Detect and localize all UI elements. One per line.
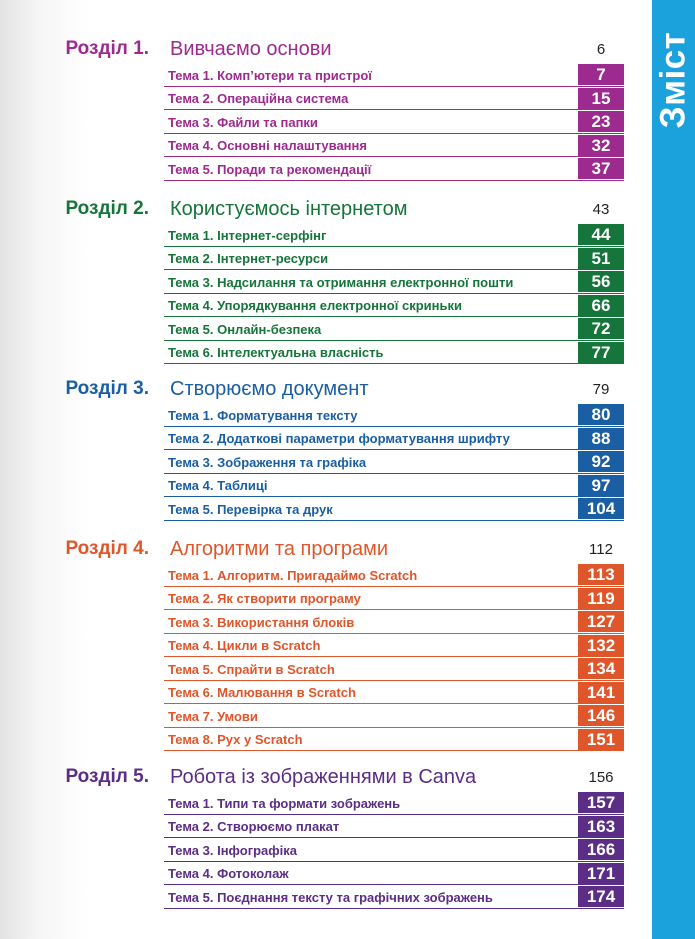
section-title: Створюємо документ <box>170 378 369 400</box>
topic-page-badge: 132 <box>578 635 624 656</box>
topic-title: Тема 2. Інтернет-ресурси <box>168 251 329 266</box>
topic-page-badge: 171 <box>578 863 624 884</box>
topic-page-badge: 104 <box>578 498 624 519</box>
section-number: Розділ 4. <box>65 538 149 559</box>
topic-title: Тема 4. Цикли в Scratch <box>168 638 321 653</box>
topic-title: Тема 7. Умови <box>168 708 258 724</box>
topic-row[interactable] <box>164 497 624 521</box>
topic-page-badge: 151 <box>578 729 624 750</box>
topic-title: Тема 4. Фотоколаж <box>168 866 289 881</box>
topic-row[interactable] <box>164 791 624 815</box>
section-number: Розділ 3. <box>65 378 149 399</box>
topic-page-badge: 97 <box>578 475 624 496</box>
topic-title: Тема 5. Поради та рекомендації <box>168 161 372 177</box>
topic-row[interactable] <box>164 728 624 752</box>
topic-row[interactable] <box>164 134 624 158</box>
topic-page-badge: 92 <box>578 451 624 472</box>
section-heading[interactable] <box>0 36 640 64</box>
section-page-number: 156 <box>588 769 614 786</box>
topic-row[interactable] <box>164 87 624 111</box>
topic-page-badge: 166 <box>578 839 624 860</box>
section-title: Робота із зображеннями в Canva <box>170 766 477 788</box>
topic-title: Тема 8. Рух у Scratch <box>168 732 303 747</box>
section-title: Вивчаємо основи <box>170 38 332 60</box>
section-page-number: 112 <box>589 541 613 558</box>
topic-row[interactable] <box>164 657 624 681</box>
section-page-number: 79 <box>592 381 610 398</box>
topic-row[interactable] <box>164 294 624 318</box>
topic-row[interactable] <box>164 704 624 728</box>
topic-page-badge: 32 <box>578 135 624 156</box>
section-heading[interactable] <box>0 764 640 792</box>
section-number: Розділ 5. <box>65 766 149 787</box>
topic-title: Тема 3. Зображення та графіка <box>168 454 367 470</box>
topic-title: Тема 1. Комп’ютери та пристрої <box>168 67 372 83</box>
topic-page-badge: 127 <box>578 611 624 632</box>
topic-row[interactable] <box>164 63 624 87</box>
section-page-number: 43 <box>592 201 610 218</box>
topic-row[interactable] <box>164 862 624 886</box>
topic-page-badge: 56 <box>578 271 624 292</box>
topic-title: Тема 1. Алгоритм. Пригадаймо Scratch <box>168 567 418 583</box>
topic-title: Тема 3. Файли та папки <box>168 114 318 130</box>
topic-page-badge: 134 <box>578 658 624 679</box>
topic-page-badge: 44 <box>578 224 624 245</box>
topic-row[interactable] <box>164 634 624 658</box>
topic-title: Тема 2. Операційна система <box>168 91 349 106</box>
section-number: Розділ 1. <box>65 38 149 59</box>
topic-title: Тема 4. Основні налаштування <box>168 138 367 153</box>
topic-title: Тема 4. Упорядкування електронної скриньки <box>168 298 462 313</box>
topic-row[interactable] <box>164 341 624 365</box>
section-heading[interactable] <box>0 376 640 404</box>
topic-title: Тема 4. Таблиці <box>168 478 268 493</box>
section-page-number: 6 <box>596 41 606 58</box>
topic-page-badge: 72 <box>578 318 624 339</box>
topic-row[interactable] <box>164 317 624 341</box>
topic-row[interactable] <box>164 815 624 839</box>
topic-list <box>164 63 624 181</box>
topic-row[interactable] <box>164 247 624 271</box>
topic-page-badge: 141 <box>578 682 624 703</box>
topic-title: Тема 6. Інтелектуальна власність <box>168 345 384 360</box>
section-heading[interactable] <box>0 536 640 564</box>
topic-row[interactable] <box>164 885 624 909</box>
topic-row[interactable] <box>164 403 624 427</box>
topic-title: Тема 5. Поєднання тексту та графічних зображень <box>168 889 493 905</box>
topic-page-badge: 174 <box>578 886 624 907</box>
topic-page-badge: 37 <box>578 158 624 179</box>
topic-page-badge: 146 <box>578 705 624 726</box>
topic-page-badge: 77 <box>578 342 624 363</box>
contents-side-tab-label-box <box>652 0 695 160</box>
topic-row[interactable] <box>164 270 624 294</box>
section-title: Алгоритми та програми <box>170 538 389 560</box>
topic-title: Тема 2. Додаткові параметри форматування шрифту <box>168 431 510 446</box>
topic-row[interactable] <box>164 427 624 451</box>
topic-row[interactable] <box>164 563 624 587</box>
topic-row[interactable] <box>164 838 624 862</box>
section-title: Користуємось інтернетом <box>170 198 408 220</box>
topic-title: Тема 1. Типи та формати зображень <box>168 795 401 811</box>
topic-title: Тема 6. Малювання в Scratch <box>168 685 356 700</box>
topic-page-badge: 163 <box>578 816 624 837</box>
topic-title: Тема 5. Спрайти в Scratch <box>168 661 335 677</box>
section-heading[interactable] <box>0 196 640 224</box>
topic-title: Тема 5. Онлайн-безпека <box>168 321 322 337</box>
topic-page-badge: 88 <box>578 428 624 449</box>
topic-row[interactable] <box>164 474 624 498</box>
topic-title: Тема 1. Інтернет-серфінг <box>168 227 327 243</box>
topic-row[interactable] <box>164 450 624 474</box>
topic-page-badge: 66 <box>578 295 624 316</box>
topic-list <box>164 223 624 364</box>
topic-title: Тема 2. Як створити програму <box>168 591 361 606</box>
topic-page-badge: 7 <box>578 64 624 85</box>
topic-page-badge: 119 <box>578 588 624 609</box>
topic-list <box>164 403 624 521</box>
topic-title: Тема 3. Використання блоків <box>168 614 355 630</box>
section-number: Розділ 2. <box>65 198 149 219</box>
topic-row[interactable] <box>164 681 624 705</box>
contents-side-tab <box>652 0 695 939</box>
topic-title: Тема 5. Перевірка та друк <box>168 501 333 517</box>
topic-page-badge: 23 <box>578 111 624 132</box>
topic-page-badge: 157 <box>578 792 624 813</box>
topic-title: Тема 3. Інфографіка <box>168 842 298 858</box>
topic-page-badge: 15 <box>578 88 624 109</box>
contents-heading: Зміст <box>653 31 693 129</box>
topic-title: Тема 3. Надсилання та отримання електронної пошти <box>168 274 514 290</box>
topic-page-badge: 113 <box>578 564 624 585</box>
topic-row[interactable] <box>164 157 624 181</box>
topic-page-badge: 51 <box>578 248 624 269</box>
topic-list <box>164 563 624 751</box>
topic-row[interactable] <box>164 587 624 611</box>
topic-title: Тема 2. Створюємо плакат <box>168 819 340 834</box>
topic-row[interactable] <box>164 223 624 247</box>
topic-row[interactable] <box>164 610 624 634</box>
topic-title: Тема 1. Форматування тексту <box>168 407 358 423</box>
topic-list <box>164 791 624 909</box>
topic-row[interactable] <box>164 110 624 134</box>
topic-page-badge: 80 <box>578 404 624 425</box>
